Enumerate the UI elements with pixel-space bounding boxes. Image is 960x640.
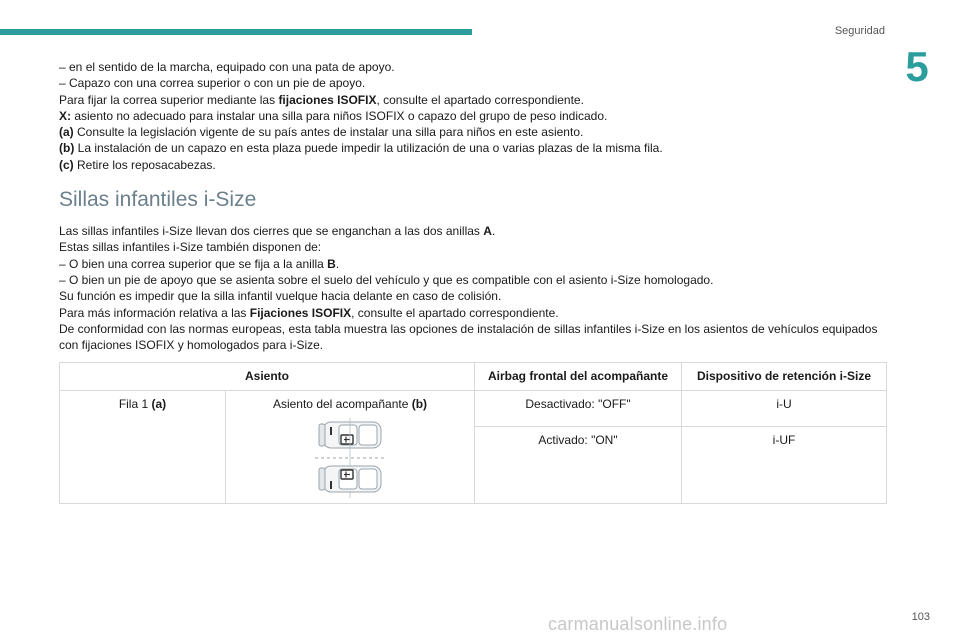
isize-table	[59, 362, 887, 504]
table-header: Airbag frontal del acompañante	[475, 363, 682, 390]
page-content	[59, 59, 889, 504]
page-number: 103	[911, 611, 930, 623]
table-row	[60, 390, 887, 426]
note-b: (b) La instalación de un capazo en esta plaza puede impedir la utilización de una o varias plazas de la misma fila.	[59, 141, 663, 156]
intro-line: – en el sentido de la marcha, equipado con una pata de apoyo.	[59, 60, 395, 74]
section-title: Sillas infantiles i-Size	[59, 188, 257, 212]
table-header: Asiento	[60, 363, 475, 390]
airbag-cell: Desactivado: "OFF"	[475, 390, 682, 426]
note-a: (a) Consulte la legislación vigente de su país antes de instalar una silla para niños en este asiento.	[59, 125, 584, 140]
row-label: Fila 1 (a)	[60, 390, 226, 503]
header-accent-bar	[0, 29, 472, 35]
section-paragraph: Para más información relativa a las Fijaciones ISOFIX, consulte el apartado correspondiente.	[59, 305, 559, 320]
passenger-seat-diagram-icon	[315, 418, 385, 498]
section-paragraph: De conformidad con las normas europeas, esta tabla muestra las opciones de instalación de sillas infantiles i-Size en los asientos de vehículos equipados con fijaciones ISOFIX y homologados para i-Size.	[59, 321, 878, 353]
device-cell: i-UF	[682, 427, 887, 504]
seat-cell: Asiento del acompañante (b)	[226, 390, 475, 503]
section-name: Seguridad	[834, 25, 885, 37]
watermark: carmanualsonline.info	[548, 614, 728, 634]
intro-line: – Capazo con una correa superior o con un pie de apoyo.	[59, 76, 366, 91]
note-c: (c) Retire los reposacabezas.	[59, 157, 216, 172]
section-paragraph: Estas sillas infantiles i-Size también disponen de:	[59, 240, 322, 255]
section-paragraph: Las sillas infantiles i-Size llevan dos cierres que se enganchan a las dos anillas A.	[59, 224, 496, 239]
section-paragraph: – O bien un pie de apoyo que se asienta sobre el suelo del vehículo y que es compatible con el asiento i-Size homologado.	[59, 272, 714, 287]
note-x: X: asiento no adecuado para instalar una silla para niños ISOFIX o capazo del grupo de peso indicado.	[59, 108, 608, 123]
table-header: Dispositivo de retención i-Size	[682, 363, 887, 390]
chapter-number: 5	[905, 43, 929, 90]
intro-line: Para fijar la correa superior mediante las fijaciones ISOFIX, consulte el apartado correspondiente.	[59, 92, 584, 107]
section-paragraph: Su función es impedir que la silla infantil vuelque hacia delante en caso de colisión.	[59, 289, 502, 304]
device-cell: i-U	[682, 390, 887, 426]
section-paragraph: – O bien una correa superior que se fija a la anilla B.	[59, 256, 340, 271]
airbag-cell: Activado: "ON"	[475, 427, 682, 504]
